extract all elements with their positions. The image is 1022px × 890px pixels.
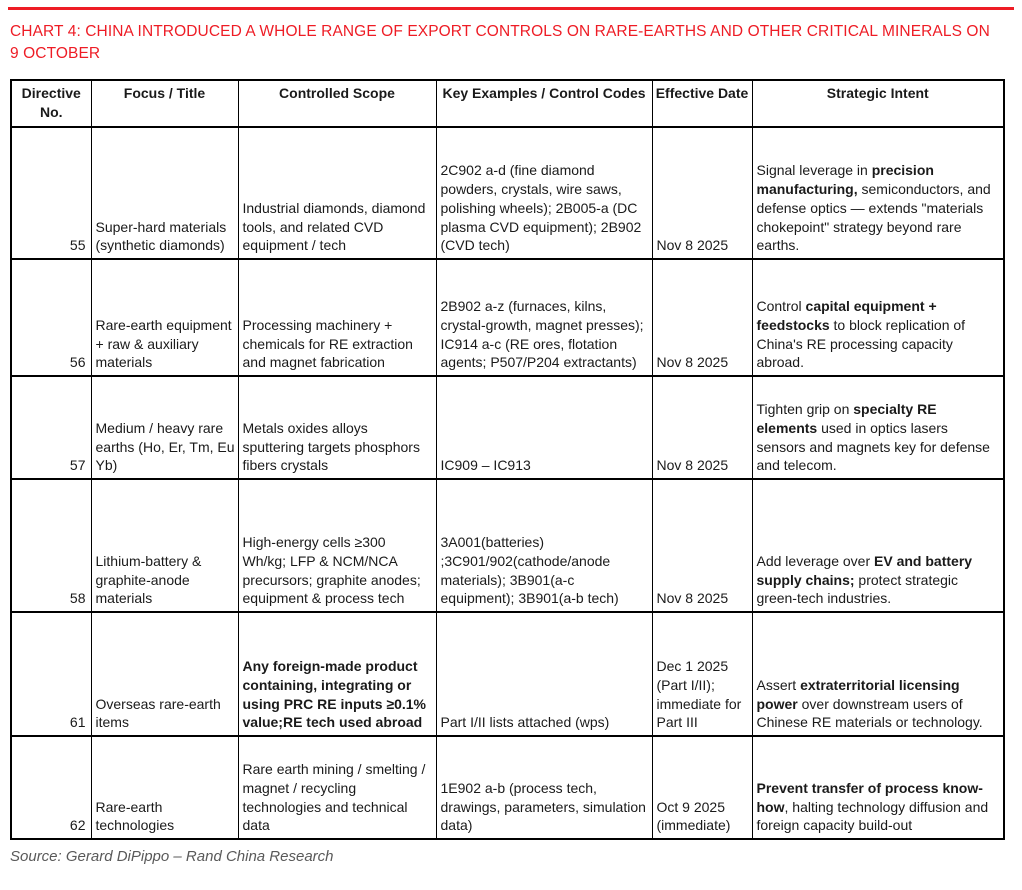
cell-key-examples: 3A001(batteries) ;3C901/902(cathode/anode materials); 3B901(a-c equipment); 3B901(a-b tech) [436, 479, 652, 612]
cell-strategic-intent: Add leverage over EV and battery supply chains; protect strategic green-tech industries. [752, 479, 1004, 612]
table-row [11, 612, 1004, 736]
top-rule [8, 7, 1014, 10]
chart-title: CHART 4: CHINA INTRODUCED A WHOLE RANGE OF EXPORT CONTROLS ON RARE-EARTHS AND OTHER CRITICAL MINERALS ON 9 OCTOBER [10, 23, 990, 62]
col-header-effective-date: Effective Date [652, 80, 752, 127]
cell-strategic-intent: Tighten grip on specialty RE elements used in optics lasers sensors and magnets key for defense and telecom. [752, 376, 1004, 479]
cell-controlled-scope: Rare earth mining / smelting / magnet / recycling technologies and technical data [238, 736, 436, 839]
cell-directive-no: 62 [11, 736, 91, 839]
cell-effective-date: Nov 8 2025 [652, 259, 752, 376]
cell-effective-date: Nov 8 2025 [652, 479, 752, 612]
cell-effective-date: Nov 8 2025 [652, 127, 752, 259]
cell-directive-no: 56 [11, 259, 91, 376]
header-row [11, 80, 1004, 127]
table-row [11, 127, 1004, 259]
cell-controlled-scope: Processing machinery + chemicals for RE extraction and magnet fabrication [238, 259, 436, 376]
col-header-directive-no: Directive No. [11, 80, 91, 127]
cell-key-examples: IC909 – IC913 [436, 376, 652, 479]
cell-controlled-scope: Industrial diamonds, diamond tools, and related CVD equipment / tech [238, 127, 436, 259]
cell-strategic-intent: Assert extraterritorial licensing power over downstream users of Chinese RE materials or technology. [752, 612, 1004, 736]
table-row [11, 479, 1004, 612]
col-header-controlled-scope: Controlled Scope [238, 80, 436, 127]
cell-controlled-scope: Any foreign-made product containing, integrating or using PRC RE inputs ≥0.1% value;RE tech used abroad [238, 612, 436, 736]
cell-directive-no: 57 [11, 376, 91, 479]
cell-directive-no: 61 [11, 612, 91, 736]
table-row [11, 259, 1004, 376]
table-row [11, 376, 1004, 479]
cell-key-examples: 1E902 a-b (process tech, drawings, parameters, simulation data) [436, 736, 652, 839]
cell-key-examples: 2B902 a-z (furnaces, kilns, crystal-growth, magnet presses); IC914 a-c (RE ores, flotation agents; P507/P204 extractants) [436, 259, 652, 376]
cell-strategic-intent: Prevent transfer of process know-how, halting technology diffusion and foreign capacity build-out [752, 736, 1004, 839]
cell-focus: Rare-earth equipment + raw & auxiliary materials [91, 259, 238, 376]
cell-focus: Lithium-battery & graphite-anode materials [91, 479, 238, 612]
cell-directive-no: 58 [11, 479, 91, 612]
col-header-strategic-intent: Strategic Intent [752, 80, 1004, 127]
cell-effective-date: Nov 8 2025 [652, 376, 752, 479]
cell-focus: Rare-earth technologies [91, 736, 238, 839]
cell-strategic-intent: Signal leverage in precision manufacturing, semiconductors, and defense optics — extends "materials chokepoint" strategy beyond rare earths. [752, 127, 1004, 259]
cell-directive-no: 55 [11, 127, 91, 259]
cell-effective-date: Oct 9 2025 (immediate) [652, 736, 752, 839]
cell-controlled-scope: Metals oxides alloys sputtering targets phosphors fibers crystals [238, 376, 436, 479]
table-row [11, 736, 1004, 839]
export-controls-table [10, 79, 1005, 840]
cell-controlled-scope: High-energy cells ≥300 Wh/kg; LFP & NCM/NCA precursors; graphite anodes; equipment & process tech [238, 479, 436, 612]
cell-key-examples: Part I/II lists attached (wps) [436, 612, 652, 736]
cell-focus: Medium / heavy rare earths (Ho, Er, Tm, Eu Yb) [91, 376, 238, 479]
table-body [11, 127, 1004, 839]
cell-key-examples: 2C902 a-d (fine diamond powders, crystals, wire saws, polishing wheels); 2B005-a (DC plasma CVD equipment); 2B902 (CVD tech) [436, 127, 652, 259]
source-note: Source: Gerard DiPippo – Rand China Research [10, 848, 334, 865]
cell-focus: Overseas rare-earth items [91, 612, 238, 736]
cell-effective-date: Dec 1 2025 (Part I/II); immediate for Part III [652, 612, 752, 736]
cell-focus: Super-hard materials (synthetic diamonds) [91, 127, 238, 259]
cell-strategic-intent: Control capital equipment + feedstocks to block replication of China's RE processing capacity abroad. [752, 259, 1004, 376]
col-header-focus-title: Focus / Title [91, 80, 238, 127]
col-header-key-examples: Key Examples / Control Codes [436, 80, 652, 127]
